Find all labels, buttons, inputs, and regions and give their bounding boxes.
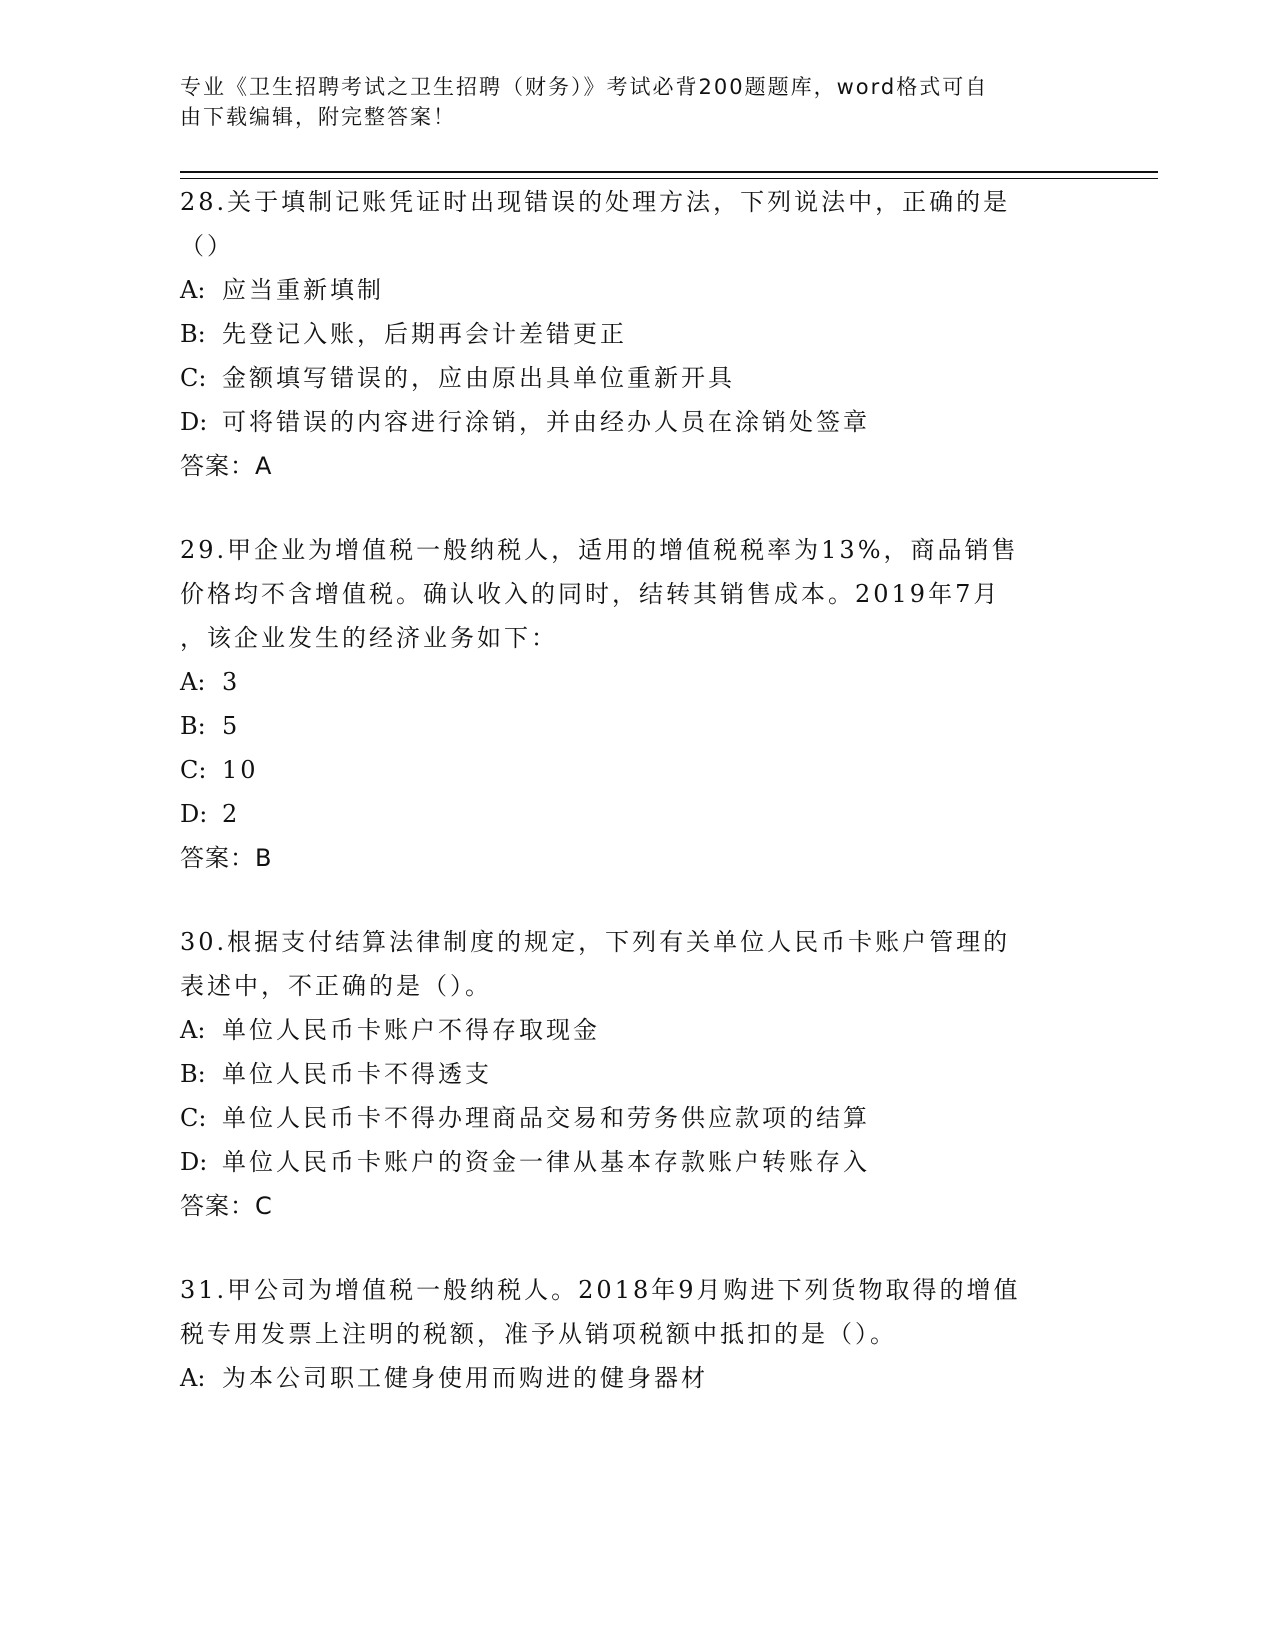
question-stem — [180, 1268, 1070, 1356]
option-key: D: — [180, 1148, 208, 1176]
stem-line: 28.关于填制记账凭证时出现错误的处理方法，下列说法中，正确的是 — [180, 188, 1011, 216]
option-key: C: — [180, 1104, 207, 1132]
question-stem — [180, 180, 1070, 268]
document-header — [180, 72, 1060, 132]
option-text: 金额填写错误的，应由原出具单位重新开具 — [222, 364, 735, 392]
option-text: 单位人民币卡账户的资金一律从基本存款账户转账存入 — [222, 1148, 870, 1176]
option-key: A: — [180, 1016, 206, 1044]
option-text: 为本公司职工健身使用而购进的健身器材 — [222, 1364, 708, 1392]
header-line-1: 专业《卫生招聘考试之卫生招聘（财务）》考试必背200题题库，word格式可自 — [180, 75, 989, 99]
question-29 — [180, 528, 1070, 880]
option-c — [180, 748, 1070, 792]
answer-line: 答案：C — [180, 1192, 273, 1220]
option-key: C: — [180, 364, 207, 392]
answer-line: 答案：B — [180, 844, 273, 872]
option-key: D: — [180, 800, 208, 828]
option-text: 应当重新填制 — [222, 276, 384, 304]
option-a — [180, 268, 1070, 312]
question-stem — [180, 528, 1070, 660]
question-stem — [180, 920, 1070, 1008]
question-28 — [180, 180, 1070, 488]
option-d — [180, 792, 1070, 836]
header-divider-thin — [180, 178, 1158, 179]
stem-line: 31.甲公司为增值税一般纳税人。2018年9月购进下列货物取得的增值 — [180, 1276, 1021, 1304]
answer-line: 答案：A — [180, 452, 273, 480]
option-key: B: — [180, 320, 206, 348]
option-text: 3 — [222, 668, 241, 696]
option-text: 2 — [222, 800, 241, 828]
option-b — [180, 1052, 1070, 1096]
option-text: 单位人民币卡账户不得存取现金 — [222, 1016, 600, 1044]
option-key: A: — [180, 1364, 206, 1392]
stem-line: （） — [180, 232, 234, 260]
option-c — [180, 356, 1070, 400]
option-text: 单位人民币卡不得办理商品交易和劳务供应款项的结算 — [222, 1104, 870, 1132]
option-d — [180, 1140, 1070, 1184]
option-b — [180, 312, 1070, 356]
option-text: 10 — [222, 756, 259, 784]
header-divider-thick — [180, 171, 1158, 173]
option-text: 单位人民币卡不得透支 — [222, 1060, 492, 1088]
option-d — [180, 400, 1070, 444]
header-line-2: 由下载编辑，附完整答案！ — [180, 105, 456, 129]
option-key: A: — [180, 668, 206, 696]
option-a — [180, 1008, 1070, 1052]
stem-line: 29.甲企业为增值税一般纳税人，适用的增值税税率为13%，商品销售 — [180, 536, 1019, 564]
option-a — [180, 660, 1070, 704]
option-key: A: — [180, 276, 206, 304]
stem-line: 30.根据支付结算法律制度的规定，下列有关单位人民币卡账户管理的 — [180, 928, 1011, 956]
option-b — [180, 704, 1070, 748]
stem-line: 税专用发票上注明的税额，准予从销项税额中抵扣的是（）。 — [180, 1320, 897, 1348]
option-key: C: — [180, 756, 207, 784]
option-key: D: — [180, 408, 208, 436]
question-30 — [180, 920, 1070, 1228]
option-text: 可将错误的内容进行涂销，并由经办人员在涂销处签章 — [222, 408, 870, 436]
option-c — [180, 1096, 1070, 1140]
option-key: B: — [180, 712, 206, 740]
option-text: 先登记入账，后期再会计差错更正 — [222, 320, 627, 348]
option-text: 5 — [222, 712, 241, 740]
stem-line: 价格均不含增值税。确认收入的同时，结转其销售成本。2019年7月 — [180, 580, 1001, 608]
stem-line: 表述中，不正确的是（）。 — [180, 972, 492, 1000]
question-31 — [180, 1268, 1070, 1400]
option-key: B: — [180, 1060, 206, 1088]
stem-line: ，该企业发生的经济业务如下： — [180, 624, 558, 652]
option-a — [180, 1356, 1070, 1400]
